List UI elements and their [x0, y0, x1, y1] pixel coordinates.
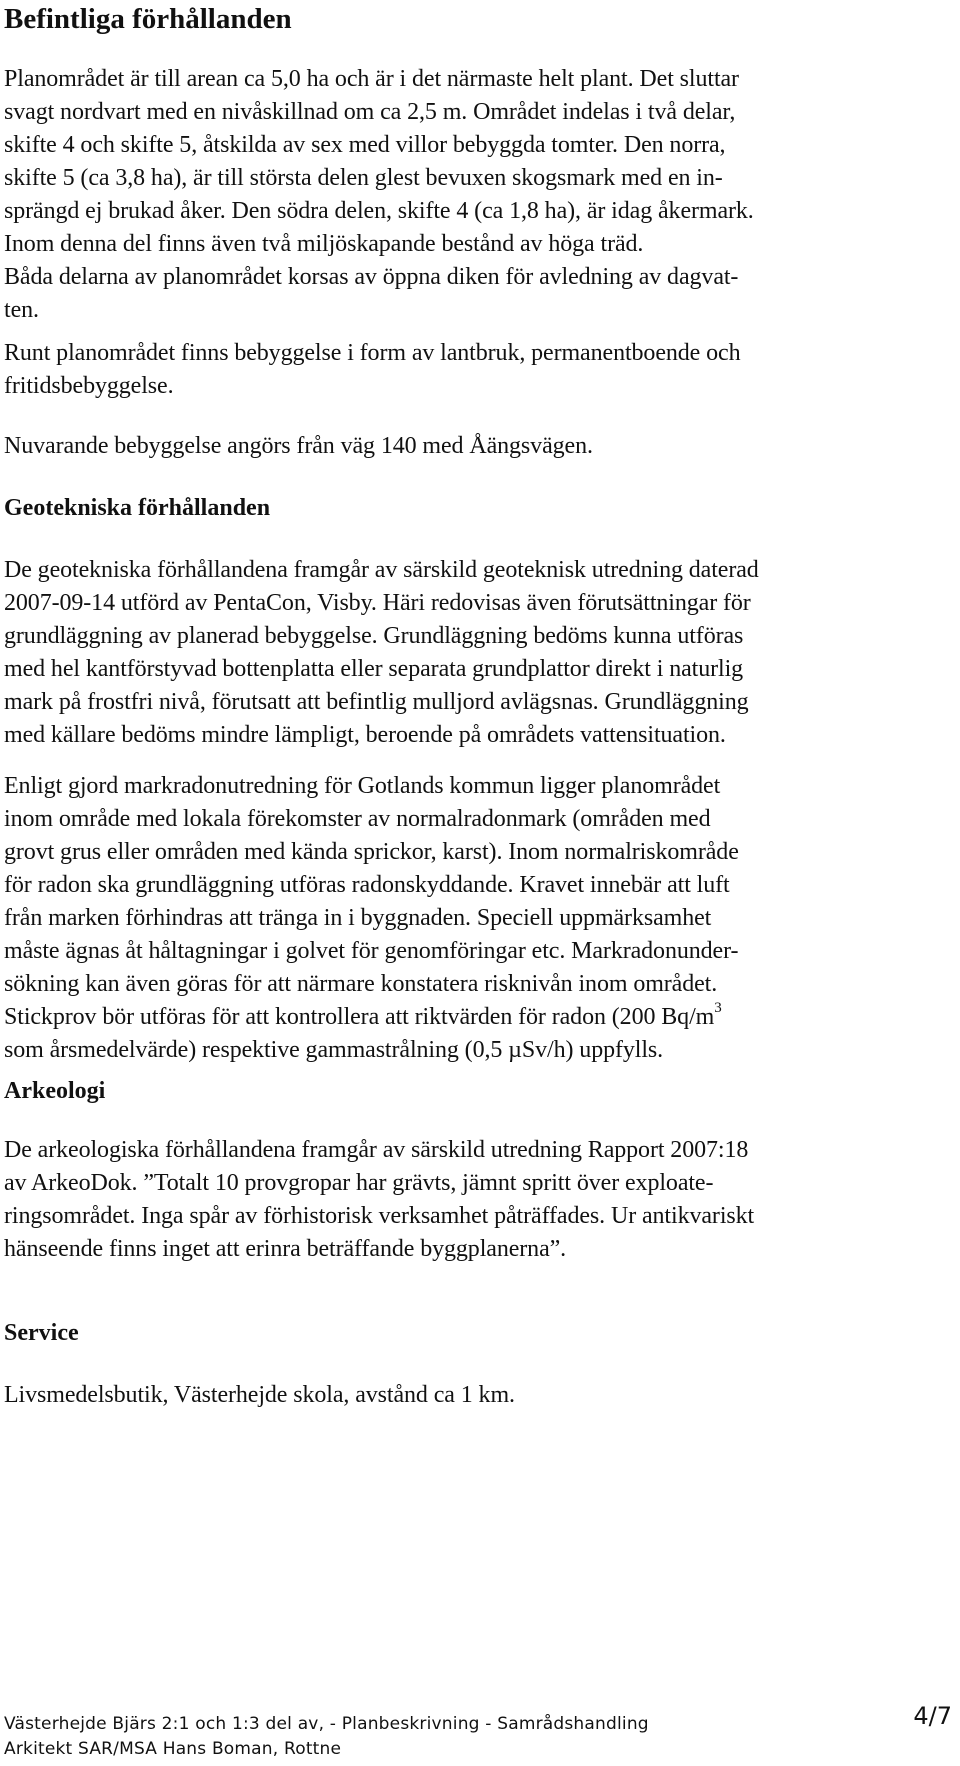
heading-archaeology: Arkeologi: [4, 1078, 106, 1104]
superscript-cubic: 3: [714, 1000, 722, 1016]
paragraph-surrounding-buildings: Runt planområdet finns bebyggelse i form av lantbruk, permanentboende och fritidsbebyggelse.: [4, 340, 741, 399]
heading-existing-conditions: Befintliga förhållanden: [4, 3, 292, 35]
footer-document-title: Västerhejde Bjärs 2:1 och 1:3 del av, - Planbeskrivning - Samrådshandling: [4, 1714, 649, 1734]
paragraph-geotechnical-survey: De geotekniska förhållandena framgår av särskild geoteknisk utredning daterad 2007-09-14 utförd av PentaCon, Visby. Häri redovisas även förutsättningar för grundläggning av planerad bebyggelse. Grundläggning bedöms kunna utföras med hel kantförstyvad bottenplatta eller separata grundplattor direkt i naturlig mark på frostfri nivå, förutsatt att befintlig mulljord avlägsnas. Grundläggning med källare bedöms mindre lämpligt, beroende på områdets vattensituation.: [4, 557, 759, 748]
paragraph-archaeology: De arkeologiska förhållandena framgår av särskild utredning Rapport 2007:18 av ArkeoDok. ”Totalt 10 provgropar har grävts, jämnt spritt över exploate- ringsområdet. Inga spår av förhistorisk verksamhet påträffades. Ur antikvariskt hänseende finns inget att erinra beträffande byggplanerna”.: [4, 1137, 755, 1262]
radon-text-end: som årsmedelvärde) respektive gammastrålning (0,5 µSv/h) uppfylls.: [4, 1037, 664, 1063]
radon-text: Enligt gjord markradonutredning för Gotlands kommun ligger planområdet inom område med lokala förekomster av normalradonmark (områden med grovt grus eller områden med kända sprickor, karst). Inom normalriskområde för radon ska grundläggning utföras radonskyddande. Kravet innebär att luft från marken förhindras att tränga in i byggnaden. Speciell uppmärksamhet måste ägnas åt håltagningar i golvet för genomföringar etc. Markradonunder- sökning kan även göras för att närmare konstatera risknivån inom området. Stickprov bör utföras för att kontrollera att riktvärden för radon (200 Bq/m: [4, 773, 739, 1030]
paragraph-area-description: Planområdet är till arean ca 5,0 ha och är i det närmaste helt plant. Det sluttar svagt nordvart med en nivåskillnad om ca 2,5 m. Området indelas i två delar, skifte 4 och skifte 5, åtskilda av sex med villor bebyggda tomter. Den norra, skifte 5 (ca 3,8 ha), är till största delen glest bevuxen skogsmark med en in- sprängd ej brukad åker. Den södra delen, skifte 4 (ca 1,8 ha), är idag åkermark. Inom denna del finns även två miljöskapande bestånd av höga träd. Båda delarna av planområdet korsas av öppna diken för avledning av dagvat- ten.: [4, 66, 754, 323]
paragraph-service: Livsmedelsbutik, Västerhejde skola, avstånd ca 1 km.: [4, 1382, 515, 1408]
page-number: 4/7: [913, 1702, 952, 1730]
paragraph-radon: [4, 770, 936, 1067]
heading-service: Service: [4, 1320, 79, 1346]
footer-architect: Arkitekt SAR/MSA Hans Boman, Rottne: [4, 1739, 342, 1759]
heading-geotechnical: Geotekniska förhållanden: [4, 495, 271, 521]
paragraph-road-access: Nuvarande bebyggelse angörs från väg 140 med Åängsvägen.: [4, 433, 593, 459]
